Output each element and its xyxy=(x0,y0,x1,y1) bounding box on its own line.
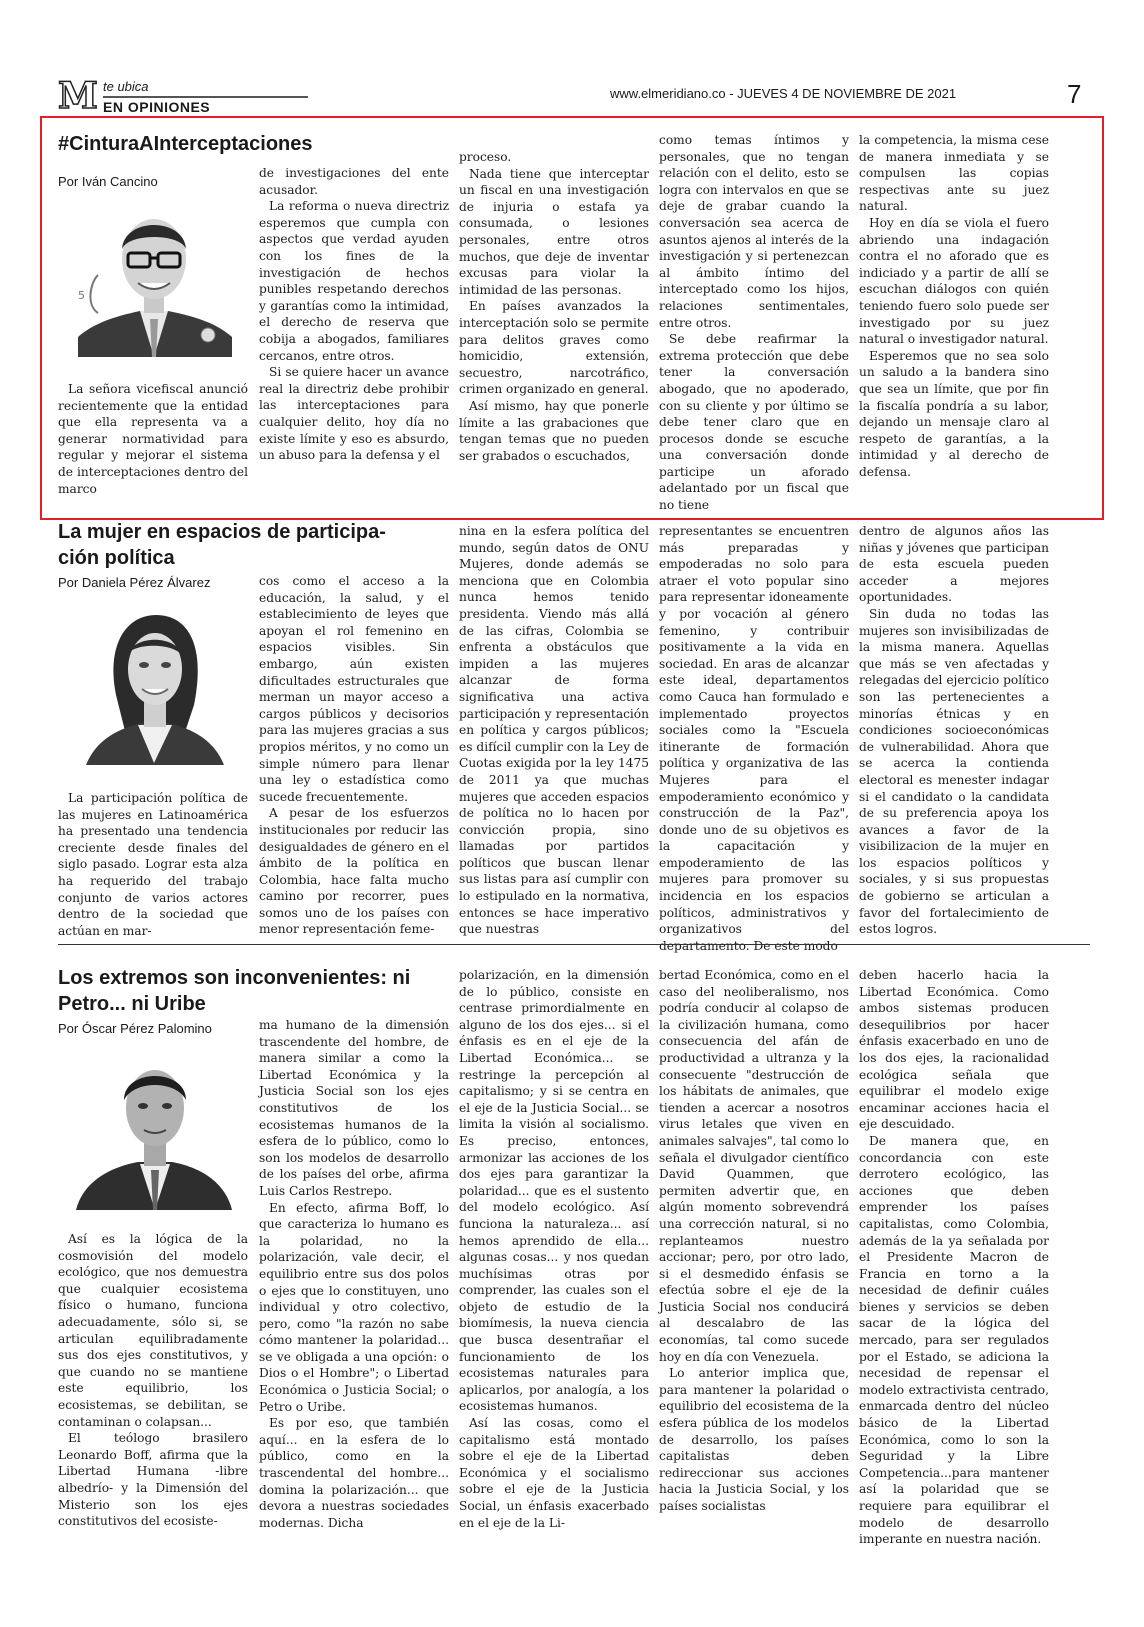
paragraph: Se debe reafirmar la extrema protección que debe tener la conversación abogado, que no apoderado, con su cliente y por último se debe tener claro que en procesos donde se escuche una conversación donde participe un aforado adelantado por un fiscal que no tiene xyxy=(659,332,849,513)
paragraph: Sin duda no todas las mujeres son invisibilizadas de la misma manera. Aquellas que más se ven afectadas y relegadas del ejercicio político son las pertenecientes a minorías étnicas y en condiciones socioeconómicas de vulnerabilidad. Ahora que se acerca la contienda electoral es menester indagar si el candidato o la candidata de su preferencia apoya los avances a favor de la visibilizacion de la mujer en los espacios políticos y sociales, y si sus propuestas de gobierno se articulan a favor del fortalecimiento de estos logros. xyxy=(859,606,1049,937)
section-divider xyxy=(58,944,1090,945)
paragraph: de investigaciones del ente acusador. xyxy=(259,166,449,197)
article-3-column-1 xyxy=(58,1231,248,1543)
paragraph: como temas íntimos y personales, que no tengan relación con el delito, esto se logra con intervalos en que se deje de grabar cuando la conversación sea acerca de asuntos ajenos al interés de la investigación y si pertenezcan al ámbito íntimo del interceptado como los hijos, relaciones sentimentales, entre otros. xyxy=(659,133,849,330)
article-1-column-2 xyxy=(259,165,449,489)
title-line: Petro... ni Uribe xyxy=(58,993,206,1015)
author-photo-1 xyxy=(76,197,232,357)
article-3-column-5 xyxy=(859,967,1049,1547)
article-2-column-1 xyxy=(58,790,248,938)
article-3-column-4 xyxy=(659,967,849,1543)
article-1-column-1 xyxy=(58,381,248,496)
author-photo-3 xyxy=(76,1050,232,1210)
paragraph: Si se quiere hacer un avance real la directriz debe prohibir las interceptaciones para cualquier delito, hoy día no existe límite y eso es absurdo, un abuso para la defensa y el xyxy=(259,365,449,463)
paragraph: ma humano de la dimensión trascendente del hombre, de manera similar a como la Libertad Económica y la Justicia Social son los ejes constitutivos de los ecosistemas humanos de la esfera de lo público, como lo son los modelos de desarrollo de los países del orbe, afirma Luis Carlos Restrepo. xyxy=(259,1018,449,1198)
article-1-column-5 xyxy=(859,132,1049,489)
article-2-column-5 xyxy=(859,523,1049,937)
paragraph: Hoy en día se viola el fuero abriendo una indagación contra el no aforado que es indiciado y a partir de allí se escuchan diálogos con quién teniendo fuero solo puede ser investigado por su juez natural o investigador natural. xyxy=(859,215,1049,347)
paragraph: En países avanzados la interceptación solo se permite para delitos graves como homicidio, extensión, secuestro, narcotráfico, crimen organizado en general. xyxy=(459,299,649,397)
paragraph: Es por eso, que también aquí... en la esfera de lo público, como en la trascendental del hombre... domina la polarización... que devora a nuestras sociedades modernas. Dicha xyxy=(259,1416,449,1530)
article-3-column-2 xyxy=(259,1017,449,1543)
paragraph: bertad Económica, como en el caso del neoliberalismo, nos podría conducir al colapso de la civilización humana, como consecuencia del afán de productividad a ultranza y la consecuente "destrucción de los hábitats de animales, que tienden a acercar a nosotros virus letales que viven en animales salvajes", tal como lo señala el divulgador científico David Quammen, que permiten advertir que, en algún momento sobrevendrá una corrección natural, si no replanteamos nuestro accionar; pero, por otro lado, si el desmedido énfasis se efectúa sobre el eje de la Justicia Social nos conducirá al descalabro de las economías, tal como sucede hoy en día con Venezuela. xyxy=(659,968,849,1364)
paragraph: cos como el acceso a la educación, la salud, y el establecimiento de leyes que apoyan el rol femenino en espacios visibles. Sin embargo, aún existen dificultades estructurales que merman un mayor acceso a cargos públicos y decisorios para las mujeres gracias a sus propios méritos, y no como un simple número para llenar una ley o estadística como sucede frecuentemente. xyxy=(259,574,449,804)
paragraph: El teólogo brasilero Leonardo Boff, afirma que la Libertad Humana -libre albedrío- y la Dimensión del Misterio son los ejes constitutivos del ecosiste- xyxy=(58,1431,248,1529)
paragraph: En efecto, afirma Boff, lo que caracteriza lo humano es la polaridad, no la polarización, vale decir, el equilibrio entre sus dos polos o ejes que lo constituyen, uno individual y otro colectivo, pero, como "la razón no sabe cómo mantener la polaridad... se ve obligada a una opción: o Dios o el Hombre"; o Libertad Económica o Justicia Social; o Petro o Uribe. xyxy=(259,1200,449,1414)
paragraph: Así es la lógica de la cosmovisión del modelo ecológico, que nos demuestra que cualquier ecosistema físico o humano, funciona adecuadamente, sólo si, se articulan equilibradamente sus dos ejes constitutivos, y que cuando no se mantiene este equilibrio, los ecosistemas, se debilitan, se contaminan o colapsan... xyxy=(58,1232,248,1429)
article-2-column-3 xyxy=(459,523,649,937)
paragraph: La señora vicefiscal anunció recientemente que la entidad que ella representa va a generar normatividad para regular y mejorar el sistema de interceptaciones dentro del marco xyxy=(58,382,248,496)
title-line: ción política xyxy=(58,547,175,569)
paragraph: La participación política de las mujeres en Latinoamérica ha presentado una tendencia creciente desde finales del siglo pasado. Lograr esta alza ha requerido del trabajo conjunto de varios actores dentro de la sociedad que actúan en mar- xyxy=(58,791,248,938)
paragraph: Lo anterior implica que, para mantener la polaridad o equilibrio del ecosistema de la esfera pública de los modelos de desarrollo, los países capitalistas deben redireccionar sus acciones hacia la Justicia Social, y los países socialistas xyxy=(659,1366,849,1513)
section-rule xyxy=(103,96,308,98)
paragraph: Esperemos que no sea solo un saludo a la bandera sino que sea un límite, que por fin la fiscalía pondría a su labor, dejando un mensaje claro al respeto de garantías, a la intimidad y al derecho de defensa. xyxy=(859,348,1049,479)
article-3-title xyxy=(58,965,448,1017)
article-3-byline: Por Óscar Pérez Palomino xyxy=(58,1021,212,1036)
newspaper-logo: M xyxy=(58,75,98,117)
article-2-byline: Por Daniela Pérez Álvarez xyxy=(58,575,211,590)
article-1-byline: Por Iván Cancino xyxy=(58,174,158,189)
title-line: La mujer en espacios de participa- xyxy=(58,521,386,543)
paragraph: dentro de algunos años las niñas y jóvenes que participan de esta escuela pueden acceder a mejores oportunidades. xyxy=(859,524,1049,605)
article-1-title: #CinturaAInterceptaciones xyxy=(58,133,313,155)
paragraph: la competencia, la misma cese de manera inmediata y se compulsen las copias respectivas ante su juez natural. xyxy=(859,133,1049,214)
paragraph: nina en la esfera política del mundo, según datos de ONU Mujeres, donde además se menciona que en Colombia nunca hemos tenido presidenta. Viendo más allá de las cifras, Colombia se enfrenta a obstáculos que impiden a las mujeres alcanzar de forma significativa una activa participación y representación en política y cargos públicos; es difícil cumplir con la Ley de Cuotas exigida por la ley 1475 de 2011 ya que muchas mujeres que acceden espacios de política no lo hacen por convicción propia, sino llamadas por partidos políticos que buscan llenar sus listas para así cumplir con lo estipulado en la normativa, entonces se hace imperativo que nuestras xyxy=(459,524,649,937)
paragraph: De manera que, en concordancia con este derrotero ecológico, las acciones que deben emprender los países capitalistas, como Colombia, además de la ya señalada por el Presidente Macron de Francia en torno a la necesidad de definir cuáles bienes y servicios se deben sacar de la lógica del mercado, para ser regulados por el Estado, se adiciona la necesidad de repensar el modelo extractivista centrado, enmarcada dentro del núcleo básico de la Libertad Económica, como lo son la Seguridad y la Libre Competencia...para mantener así la polaridad que se requiere para equilibrar el modelo de desarrollo imperante en nuestra nación. xyxy=(859,1133,1049,1547)
section-name: EN OPINIONES xyxy=(103,99,211,115)
article-2-title xyxy=(58,519,448,571)
page-number: 7 xyxy=(1067,79,1082,109)
article-3-column-3 xyxy=(459,967,649,1543)
paragraph: deben hacerlo hacia la Libertad Económica. Como ambos sistemas producen desequilibrios por hacer énfasis exacerbado en uno de los dos ejes, la racionalidad ecológica señala que equilibrar el modelo exige encaminar acciones hacia el eje descuidado. xyxy=(859,968,1049,1132)
article-1-column-3 xyxy=(459,149,649,489)
paragraph: A pesar de los esfuerzos institucionales por reducir las desigualdades de género en el ámbito de la política en Colombia, hace falta mucho camino por recorrer, pues somos uno de los países con menor representación feme- xyxy=(259,806,449,937)
author-photo-2 xyxy=(76,605,232,765)
paragraph: representantes se encuentren más preparadas y empoderadas no solo para atraer el voto popular sino para representar idoneamente y por vocación al género femenino, y contribuir positivamente a la vida en sociedad. En aras de alcanzar este ideal, departamentos como Cauca han formulado e implementado proyectos sociales como la "Escuela itinerante de formación política y organizativa de las Mujeres para el empoderamiento económico y construcción de la Paz", donde uno de su objetivos es la capacitación y empoderamiento de las mujeres para promover su incidencia en los espacios políticos, administrativos y organizativos del departamento. De este modo xyxy=(659,524,849,953)
title-line: Los extremos son inconvenientes: ni xyxy=(58,967,411,989)
dateline: www.elmeridiano.co - JUEVES 4 DE NOVIEMBRE DE 2021 xyxy=(610,86,957,101)
article-2-column-4 xyxy=(659,523,849,953)
section-kicker: te ubica xyxy=(103,79,149,94)
paragraph: Así mismo, hay que ponerle límite a las grabaciones que tengan temas que no pueden ser grabados o escuchados, xyxy=(459,398,649,463)
article-2-column-2 xyxy=(259,573,449,937)
svg-text:5: 5 xyxy=(78,289,85,302)
paragraph: Así las cosas, como el capitalismo está montado sobre el eje de la Libertad Económica y el socialismo sobre el eje de la Justicia Social, un énfasis exacerbado en el eje de la Li- xyxy=(459,1416,649,1530)
paragraph: La reforma o nueva directriz esperemos que cumpla con aspectos que verdad ayuden con los fines de la investigación de hechos punibles respetando derechos y garantías como la intimidad, el derecho de reserva que cobija a abogados, familiares cercanos, entre otros. xyxy=(259,199,449,363)
article-1-column-4 xyxy=(659,132,849,513)
paragraph: Nada tiene que interceptar un fiscal en una investigación de injuria o estafa ya consumada, o lesiones personales, entre otros muchos, que deje de inventar excusas para violar la intimidad de las personas. xyxy=(459,166,649,297)
paragraph: proceso. xyxy=(459,150,512,164)
paragraph: polarización, en la dimensión de lo público, consiste en centrase primordialmente en alguno de los dos ejes... si el énfasis es en el eje de la Libertad Económica... se restringe la percepción al capitalismo; y si se centra en el eje de la Justicia Social... se limita la visión al socialismo. Es preciso, entonces, armonizar las acciones de los dos ejes para garantizar la polaridad... que es el sustento del modelo ecológico. Así funciona la naturaleza... así hemos aprendido de ella... algunas cosas... y nos quedan muchísimas otras por comprender, las cuales son el objeto de estudio de la biomímesis, la nueva ciencia que busca desentrañar el funcionamiento de los ecosistemas naturales para aplicarlos, por analogía, a los ecosistemas humanos. xyxy=(459,968,649,1414)
